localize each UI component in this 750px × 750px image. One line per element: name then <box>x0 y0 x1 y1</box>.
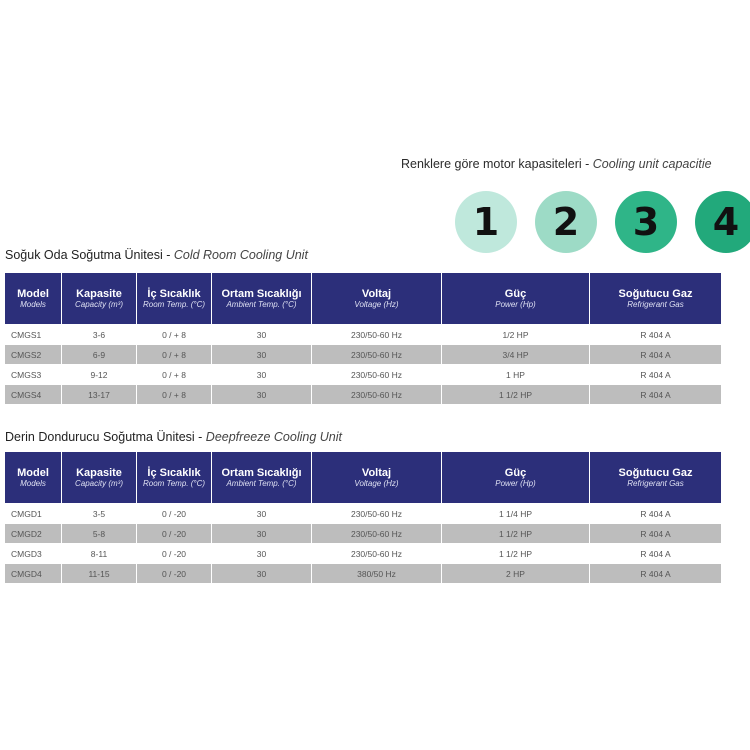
table-header-row <box>5 452 722 504</box>
cell-capacity: 13-17 <box>62 385 137 405</box>
cell-capacity: 11-15 <box>62 564 137 584</box>
cell-refrigerant: R 404 A <box>590 504 722 524</box>
section-title-tr: Derin Dondurucu Soğutma Ünitesi <box>5 430 195 444</box>
cell-model: CMGD1 <box>5 504 62 524</box>
cell-voltage: 230/50-60 Hz <box>312 504 442 524</box>
header-capacity: Kapasite Capacity (m³) <box>62 273 137 325</box>
table-row <box>5 385 722 405</box>
cell-room-temp: 0 / + 8 <box>137 365 212 385</box>
cell-room-temp: 0 / + 8 <box>137 345 212 365</box>
deepfreeze-table <box>4 451 722 584</box>
cell-ambient-temp: 30 <box>212 524 312 544</box>
section-title-deepfreeze <box>5 430 342 444</box>
table-row <box>5 504 722 524</box>
capacity-circle-2: 2 <box>535 191 597 253</box>
cell-power: 1 1/2 HP <box>442 544 590 564</box>
cell-power: 1 1/2 HP <box>442 385 590 405</box>
cell-voltage: 230/50-60 Hz <box>312 544 442 564</box>
cell-voltage: 230/50-60 Hz <box>312 365 442 385</box>
cell-room-temp: 0 / + 8 <box>137 325 212 345</box>
cell-refrigerant: R 404 A <box>590 524 722 544</box>
cell-room-temp: 0 / -20 <box>137 544 212 564</box>
cell-voltage: 230/50-60 Hz <box>312 524 442 544</box>
cell-ambient-temp: 30 <box>212 504 312 524</box>
header-model: Model Models <box>5 452 62 504</box>
cell-power: 2 HP <box>442 564 590 584</box>
header-voltage: Voltaj Voltage (Hz) <box>312 273 442 325</box>
cell-power: 1 HP <box>442 365 590 385</box>
section-separator: - <box>162 248 174 262</box>
cell-refrigerant: R 404 A <box>590 564 722 584</box>
cell-voltage: 230/50-60 Hz <box>312 345 442 365</box>
header-ambient-temp: Ortam Sıcaklığı Ambient Temp. (°C) <box>212 452 312 504</box>
cell-ambient-temp: 30 <box>212 544 312 564</box>
capacity-circle-4: 4 <box>695 191 750 253</box>
header-power: Güç Power (Hp) <box>442 273 590 325</box>
cold-room-table <box>4 272 722 405</box>
cell-power: 1 1/4 HP <box>442 504 590 524</box>
header-room-temp: İç Sıcaklık Room Temp. (°C) <box>137 452 212 504</box>
cell-room-temp: 0 / + 8 <box>137 385 212 405</box>
cell-power: 3/4 HP <box>442 345 590 365</box>
cell-capacity: 8-11 <box>62 544 137 564</box>
cell-refrigerant: R 404 A <box>590 325 722 345</box>
cell-model: CMGD4 <box>5 564 62 584</box>
cell-ambient-temp: 30 <box>212 564 312 584</box>
cell-capacity: 9-12 <box>62 365 137 385</box>
cell-voltage: 380/50 Hz <box>312 564 442 584</box>
cell-model: CMGD2 <box>5 524 62 544</box>
cell-power: 1/2 HP <box>442 325 590 345</box>
capacity-separator: - <box>581 157 593 171</box>
cell-ambient-temp: 30 <box>212 345 312 365</box>
cell-refrigerant: R 404 A <box>590 385 722 405</box>
header-ambient-temp: Ortam Sıcaklığı Ambient Temp. (°C) <box>212 273 312 325</box>
section-title-cold-room <box>5 248 308 262</box>
capacity-title-en: Cooling unit capacitie <box>592 157 712 171</box>
cell-model: CMGS3 <box>5 365 62 385</box>
cell-ambient-temp: 30 <box>212 365 312 385</box>
header-room-temp: İç Sıcaklık Room Temp. (°C) <box>137 273 212 325</box>
cell-model: CMGD3 <box>5 544 62 564</box>
capacity-title <box>401 157 750 171</box>
cell-capacity: 3-6 <box>62 325 137 345</box>
cell-room-temp: 0 / -20 <box>137 564 212 584</box>
cell-refrigerant: R 404 A <box>590 544 722 564</box>
table-row <box>5 345 722 365</box>
cell-capacity: 6-9 <box>62 345 137 365</box>
cell-room-temp: 0 / -20 <box>137 504 212 524</box>
table-row <box>5 544 722 564</box>
cell-refrigerant: R 404 A <box>590 345 722 365</box>
capacity-circle-3: 3 <box>615 191 677 253</box>
cell-voltage: 230/50-60 Hz <box>312 385 442 405</box>
cell-model: CMGS2 <box>5 345 62 365</box>
table-header-row <box>5 273 722 325</box>
section-title-en: Cold Room Cooling Unit <box>173 248 308 262</box>
header-voltage: Voltaj Voltage (Hz) <box>312 452 442 504</box>
cell-model: CMGS1 <box>5 325 62 345</box>
table-row <box>5 524 722 544</box>
capacity-title-tr: Renklere göre motor kapasiteleri <box>401 157 582 171</box>
header-refrigerant: Soğutucu Gaz Refrigerant Gas <box>590 273 722 325</box>
header-model: Model Models <box>5 273 62 325</box>
header-power: Güç Power (Hp) <box>442 452 590 504</box>
cell-capacity: 3-5 <box>62 504 137 524</box>
cell-ambient-temp: 30 <box>212 385 312 405</box>
capacity-circle-1: 1 <box>455 191 517 253</box>
cell-voltage: 230/50-60 Hz <box>312 325 442 345</box>
section-title-tr: Soğuk Oda Soğutma Ünitesi <box>5 248 163 262</box>
cell-model: CMGS4 <box>5 385 62 405</box>
table-row <box>5 564 722 584</box>
section-title-en: Deepfreeze Cooling Unit <box>205 430 342 444</box>
header-refrigerant: Soğutucu Gaz Refrigerant Gas <box>590 452 722 504</box>
section-separator: - <box>194 430 206 444</box>
table-row <box>5 365 722 385</box>
table-row <box>5 325 722 345</box>
cell-capacity: 5-8 <box>62 524 137 544</box>
cell-refrigerant: R 404 A <box>590 365 722 385</box>
cell-power: 1 1/2 HP <box>442 524 590 544</box>
cell-ambient-temp: 30 <box>212 325 312 345</box>
header-capacity: Kapasite Capacity (m³) <box>62 452 137 504</box>
cell-room-temp: 0 / -20 <box>137 524 212 544</box>
